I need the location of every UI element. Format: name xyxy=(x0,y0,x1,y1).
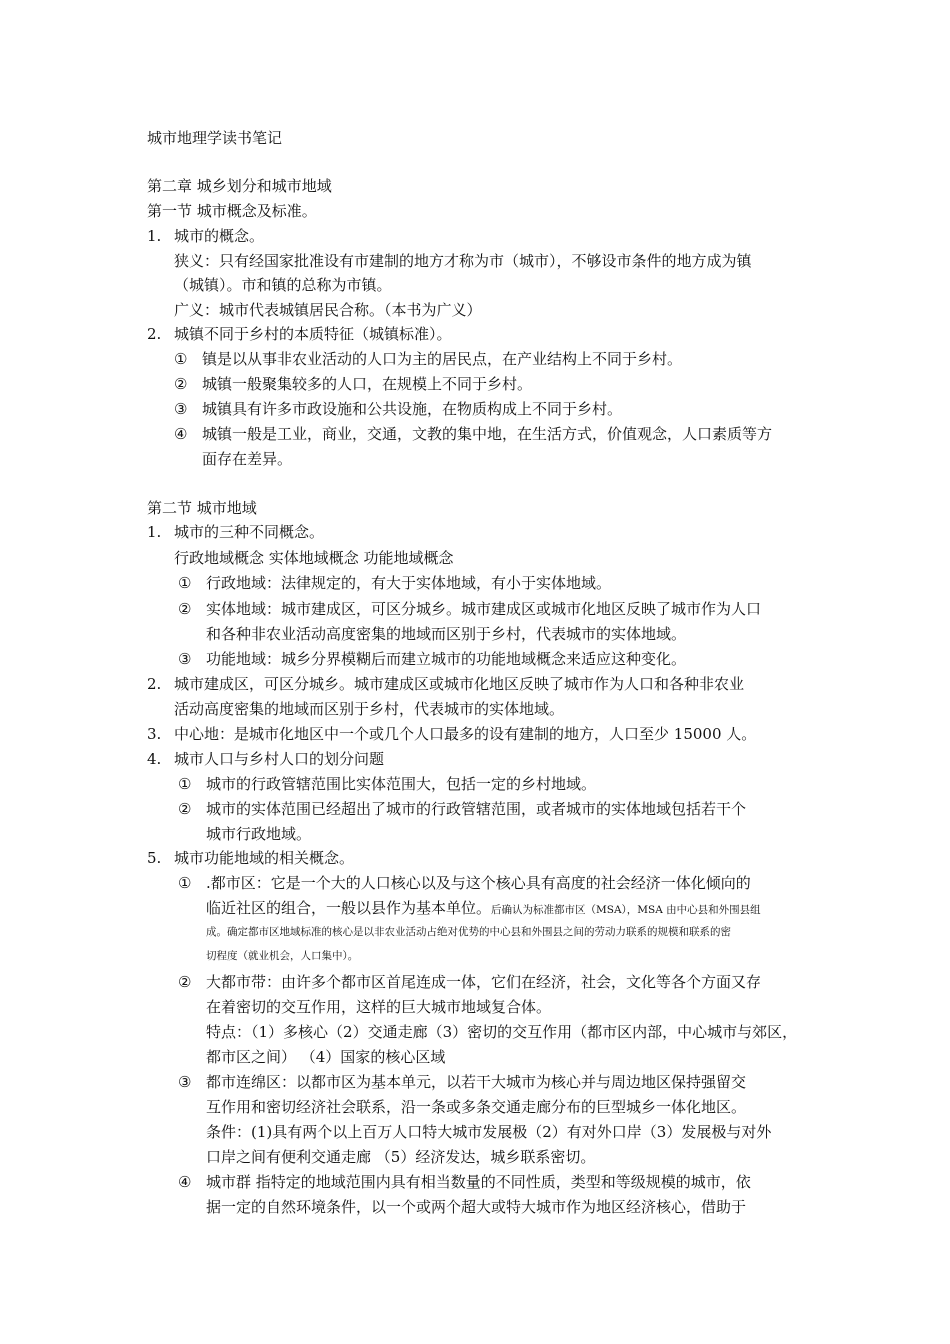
sub-item-text: 互作用和密切经济社会联系，沿一条或多条交通走廊分布的巨型城乡一体化地区。 xyxy=(206,1098,747,1116)
circled-number: ① xyxy=(174,350,188,368)
sub-item-text: 和各种非农业活动高度密集的地域而区别于乡村，代表城市的实体地域。 xyxy=(206,625,687,643)
circled-number: ② xyxy=(174,375,188,393)
list-number: 4. xyxy=(147,750,162,768)
list-number: 1. xyxy=(147,523,162,541)
list-number: 3. xyxy=(147,725,162,743)
document-title: 城市地理学读书笔记 xyxy=(147,129,283,147)
sub-item-text: 城市的实体范围已经超出了城市的行政管辖范围，或者城市的实体地域包括若干个 xyxy=(206,800,747,818)
circled-number: ③ xyxy=(178,1073,192,1091)
sub-item-text: 条件：(1)具有两个以上百万人口特大城市发展极（2）有对外口岸（3）发展极与对外 xyxy=(206,1123,772,1141)
sub-item-text: 城市行政地域。 xyxy=(206,825,312,843)
sub-item-text: 城镇一般聚集较多的人口，在规模上不同于乡村。 xyxy=(202,375,533,393)
circled-number: ① xyxy=(178,574,192,592)
sub-item-text: 镇是以从事非农业活动的人口为主的居民点，在产业结构上不同于乡村。 xyxy=(202,350,683,368)
paragraph-line: 行政地域概念 实体地域概念 功能地域概念 xyxy=(174,549,454,567)
paragraph-line: 狭义：只有经国家批准设有市建制的地方才称为市（城市），不够设市条件的地方成为镇 xyxy=(174,252,752,270)
circled-number: ④ xyxy=(174,425,188,443)
circled-number: ② xyxy=(178,973,192,991)
sub-item-text: 城市的行政管辖范围比实体范围大，包括一定的乡村地域。 xyxy=(206,775,597,793)
list-item-text: 城市功能地域的相关概念。 xyxy=(174,849,355,867)
section-2-heading: 第二节 城市地域 xyxy=(147,499,257,517)
sub-item-text xyxy=(206,896,761,922)
sub-item-text: 面存在差异。 xyxy=(202,450,293,468)
small-note: 切程度（就业机会，人口集中）。 xyxy=(206,950,359,962)
sub-item-text: .都市区：它是一个大的人口核心以及与这个核心具有高度的社会经济一体化倾向的 xyxy=(206,874,751,892)
list-number: 2. xyxy=(147,675,162,693)
circled-number: ③ xyxy=(178,650,192,668)
sub-item-text: 都市连绵区：以都市区为基本单元，以若干大城市为核心并与周边地区保持强留交 xyxy=(206,1073,747,1091)
section-1-heading: 第一节 城市概念及标准。 xyxy=(147,202,317,220)
small-note: 后确认为标准都市区（MSA），MSA 由中心县和外围县组 xyxy=(491,904,761,916)
circled-number: ④ xyxy=(178,1173,192,1191)
list-item-text: 城市建成区，可区分城乡。城市建成区或城市化地区反映了城市作为人口和各种非农业 xyxy=(174,675,745,693)
sub-item-text: 功能地域：城乡分界模糊后而建立城市的功能地域概念来适应这种变化。 xyxy=(206,650,687,668)
list-item-text: 城市的概念。 xyxy=(174,227,265,245)
sub-item-text: 在着密切的交互作用，这样的巨大城市地域复合体。 xyxy=(206,998,552,1016)
sub-item-text: 口岸之间有便利交通走廊 （5）经济发达，城乡联系密切。 xyxy=(206,1148,596,1166)
list-number: 2. xyxy=(147,325,162,343)
chapter-heading: 第二章 城乡划分和城市地域 xyxy=(147,177,332,195)
sub-item-text: 特点：（1）多核心（2）交通走廊（3）密切的交互作用（都市区内部，中心城市与郊区， xyxy=(206,1023,798,1041)
circled-number: ① xyxy=(178,874,192,892)
sub-item-text-main: 临近社区的组合，一般以县作为基本单位。 xyxy=(206,899,492,917)
sub-item-text: 行政地域：法律规定的，有大于实体地域，有小于实体地域。 xyxy=(206,574,612,592)
list-item-text: 城镇不同于乡村的本质特征（城镇标准）。 xyxy=(174,325,452,343)
sub-item-text: 据一定的自然环境条件，以一个或两个超大或特大城市作为地区经济核心，借助于 xyxy=(206,1198,747,1216)
sub-item-text: 城市群 指特定的地域范围内具有相当数量的不同性质，类型和等级规模的城市，依 xyxy=(206,1173,751,1191)
list-item-text: 城市人口与乡村人口的划分问题 xyxy=(174,750,385,768)
sub-item-text: 大都市带：由许多个都市区首尾连成一体，它们在经济，社会，文化等各个方面又存 xyxy=(206,973,762,991)
list-number: 1. xyxy=(147,227,162,245)
circled-number: ① xyxy=(178,775,192,793)
paragraph-line: 广义：城市代表城镇居民合称。（本书为广义） xyxy=(174,301,482,319)
sub-item-text: 城镇一般是工业，商业，交通，文教的集中地，在生活方式，价值观念，人口素质等方 xyxy=(202,425,773,443)
list-item-text: 活动高度密集的地域而区别于乡村，代表城市的实体地域。 xyxy=(174,700,565,718)
sub-item-text: 城镇具有许多市政设施和公共设施，在物质构成上不同于乡村。 xyxy=(202,400,623,418)
sub-item-text: 实体地域：城市建成区，可区分城乡。城市建成区或城市化地区反映了城市作为人口 xyxy=(206,600,762,618)
circled-number: ② xyxy=(178,600,192,618)
list-number: 5. xyxy=(147,849,162,867)
list-item-text: 城市的三种不同概念。 xyxy=(174,523,325,541)
circled-number: ③ xyxy=(174,400,188,418)
small-note: 成。确定都市区地域标准的核心是以非农业活动占绝对优势的中心县和外围县之间的劳动力联系的规模和联系的密 xyxy=(206,926,731,938)
list-item-text: 中心地：是城市化地区中一个或几个人口最多的设有建制的地方，人口至少 15000 人。 xyxy=(174,725,757,743)
sub-item-text: 都市区之间） （4）国家的核心区域 xyxy=(206,1048,446,1066)
paragraph-line: （城镇）。市和镇的总称为市镇。 xyxy=(174,276,392,294)
circled-number: ② xyxy=(178,800,192,818)
